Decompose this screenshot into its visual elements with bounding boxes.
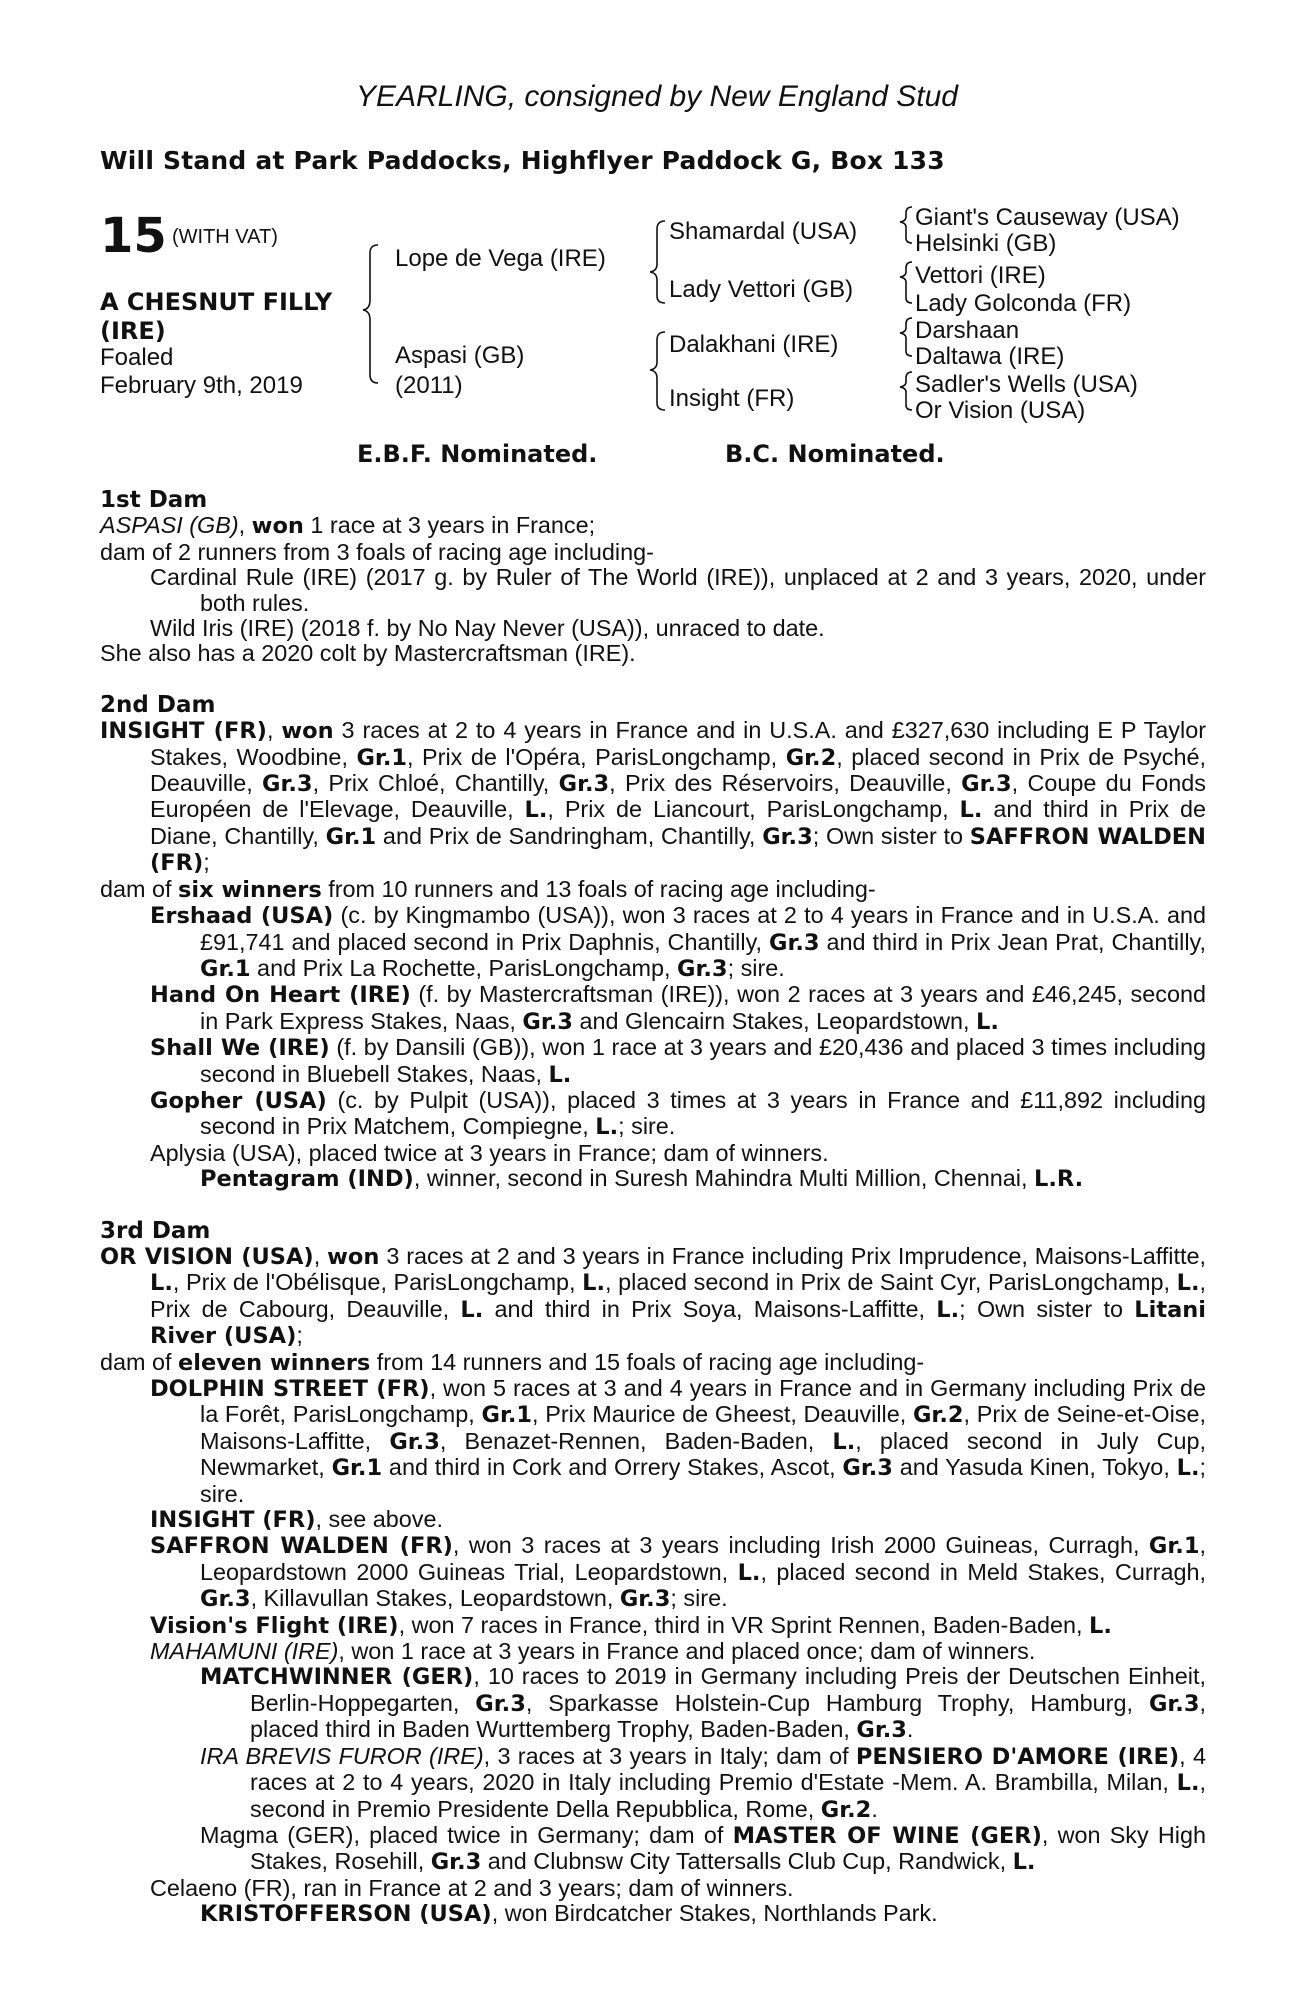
bold-text: L. [150, 1270, 173, 1297]
bold-text: MASTER OF WINE (GER) [732, 1822, 1042, 1849]
bold-text: L. [595, 1114, 619, 1141]
text-run: (f. by Mastercraftsman (IRE)), won 2 races at 3 years and £46,245, second in Park Express Stakes, Naas, [200, 981, 1206, 1034]
bold-text: INSIGHT (FR) [100, 718, 267, 745]
record-entry [100, 1533, 1206, 1612]
text-run: , second in Premio Presidente Della Repubblica, Rome, [250, 1769, 1206, 1822]
text-run: and third in Prix Jean Prat, Chantilly, [819, 928, 1206, 955]
bold-text: Gr.2 [912, 1402, 964, 1429]
bold-text: Gr.1 [325, 823, 377, 850]
text-run: and Prix La Rochette, ParisLongchamp, [250, 954, 678, 981]
text-run: , placed second in July Cup, Newmarket, [200, 1427, 1206, 1481]
bold-text: eleven winners [178, 1349, 371, 1376]
bold-text: Gr.3 [762, 823, 813, 850]
text-run: Cardinal Rule (IRE) (2017 g. by Ruler of The World (IRE)), unplaced at 2 and 3 years, 2020, under both rules. [150, 564, 1206, 616]
record-entry [100, 616, 1206, 641]
text-run: Celaeno (FR), ran in France at 2 and 3 years; dam of winners. [150, 1874, 794, 1901]
bold-text: DOLPHIN STREET (FR) [150, 1376, 430, 1402]
ancestor-8: Or Vision (USA) [915, 397, 1086, 424]
bold-text: Gr.3 [677, 955, 728, 982]
bold-text: Gr.1 [1148, 1533, 1200, 1560]
bold-text: Gr.3 [769, 929, 820, 956]
text-run: , winner, second in Suresh Mahindra Multi Million, Chennai, [413, 1165, 1034, 1192]
text-run: , [238, 512, 252, 539]
text-run: ; [203, 849, 210, 876]
sire-dam: Lady Vettori (GB) [669, 276, 854, 303]
text-run: , won 7 races in France, third in VR Sprint Rennen, Baden-Baden, [398, 1611, 1089, 1638]
text-run: , Prix de Liancourt, ParisLongchamp, [547, 796, 960, 823]
bold-text: L. [737, 1559, 761, 1586]
bold-text: Gr.1 [481, 1402, 533, 1429]
text-run: , 10 races to 2019 in Germany including Preis der Deutschen Einheit, Berlin-Hoppegarten, [250, 1663, 1206, 1716]
bold-text: MATCHWINNER (GER) [200, 1664, 474, 1691]
bold-text: Gr.3 [475, 1690, 526, 1717]
text-run: , placed third in Baden Wurttemberg Trophy, Baden-Baden, [250, 1689, 1206, 1743]
bold-text: Shall We (IRE) [150, 1035, 330, 1062]
sire-brace [650, 221, 665, 303]
text-run: and third in Prix de Diane, Chantilly, [150, 796, 1207, 849]
consignment-title: YEARLING, consigned by New England Stud [355, 80, 958, 113]
bold-text: L. [832, 1428, 856, 1455]
bold-text: Ershaad (USA) [150, 903, 334, 930]
record-entry [100, 1166, 1206, 1192]
produce-record [100, 488, 1206, 1928]
text-run: from 10 runners and 13 foals of racing age including- [321, 875, 876, 902]
text-run: , Prix Maurice de Gheest, Deauville, [532, 1401, 913, 1428]
bold-text: Gr.1 [331, 1455, 383, 1482]
text-run: , placed second in Prix de Psyché, Deauville, [150, 743, 1206, 797]
text-run: ; sire. [200, 1454, 1206, 1507]
bold-text: INSIGHT (FR) [150, 1507, 316, 1534]
text-run: and Prix de Sandringham, Chantilly, [376, 822, 763, 849]
record-entry [100, 1350, 1206, 1376]
record-entry [100, 565, 1206, 616]
bold-text: Gr.1 [356, 744, 408, 771]
text-run: (c. by Pulpit (USA)), placed 3 times at 3 years in France and £11,892 including second in Prix Matchem, Compiegne, [200, 1086, 1206, 1140]
record-entry [100, 1876, 1206, 1901]
record-entry [100, 718, 1206, 876]
text-run: dam of 2 runners from 3 foals of racing age including- [100, 538, 654, 565]
text-run: 3 races at 2 and 3 years in France including Prix Imprudence, Maisons-Laffitte, [379, 1242, 1206, 1269]
text-run: , [266, 717, 282, 744]
g-brace-1 [900, 207, 912, 243]
italic-text: IRA BREVIS FUROR (IRE) [200, 1742, 484, 1769]
foaled-label: Foaled [100, 344, 174, 371]
ancestor-1: Giant's Causeway (USA) [915, 204, 1180, 231]
text-run: . [871, 1795, 878, 1822]
foaled-date: February 9th, 2019 [100, 372, 303, 399]
record-entry [100, 877, 1206, 903]
ancestor-2: Helsinki (GB) [915, 230, 1057, 257]
text-run: , placed second in Meld Stakes, Curragh, [760, 1558, 1206, 1585]
text-run: and third in Cork and Orrery Stakes, Ascot, [382, 1454, 843, 1481]
record-entry [100, 1901, 1206, 1927]
bold-text: L. [1176, 1455, 1200, 1482]
record-entry [100, 1141, 1206, 1166]
text-run: , Prix Chloé, Chantilly, [312, 770, 559, 797]
text-run: , Killavullan Stakes, Leopardstown, [250, 1585, 620, 1612]
bold-text: Gr.3 [389, 1428, 440, 1455]
bold-text: Gr.3 [842, 1455, 893, 1482]
record-entry [100, 982, 1206, 1035]
text-run: , won Birdcatcher Stakes, Northlands Park. [491, 1900, 938, 1927]
text-run: dam of [100, 875, 179, 902]
bold-text: L. [460, 1296, 484, 1323]
text-run: (f. by Dansili (GB)), won 1 race at 3 years and £20,436 and placed 3 times including second in Bluebell Stakes, Naas, [200, 1034, 1206, 1087]
bold-text: OR VISION (USA) [100, 1243, 314, 1270]
bold-text: L.R. [1034, 1166, 1084, 1193]
text-run: ; sire. [727, 954, 785, 981]
record-entry [100, 540, 1206, 565]
text-run: ; Own sister to [959, 1295, 1135, 1322]
bold-text: Gr.3 [961, 771, 1012, 798]
text-run: , see above. [315, 1506, 443, 1533]
bold-text: L. [976, 1008, 999, 1035]
bold-text: KRISTOFFERSON (USA) [200, 1901, 492, 1928]
bold-text: Gr.1 [200, 955, 251, 982]
bold-text: Hand On Heart (IRE) [150, 982, 411, 1009]
bold-text: Gr.3 [522, 1008, 573, 1035]
text-run: , Leopardstown 2000 Guineas Trial, Leopardstown, [200, 1532, 1206, 1585]
bc-nomination: B.C. Nominated. [725, 440, 945, 468]
vat-note: (WITH VAT) [172, 226, 278, 248]
record-entry [100, 1376, 1206, 1507]
sire: Lope de Vega (IRE) [395, 245, 606, 272]
italic-text: MAHAMUNI (IRE) [150, 1638, 339, 1665]
horse-sex: A CHESNUT FILLY [100, 288, 333, 316]
section-heading: 1st Dam [100, 487, 208, 513]
stable-location: Will Stand at Park Paddocks, Highflyer Paddock G, Box 133 [100, 146, 945, 175]
bold-text: won [327, 1243, 380, 1270]
bold-text: L. [1012, 1849, 1036, 1876]
bold-text: Gr.3 [1148, 1690, 1200, 1717]
g-brace-4 [900, 372, 912, 410]
text-run: , 3 races at 3 years in Italy; dam of [483, 1742, 856, 1769]
text-run: , Prix de l'Obélisque, ParisLongchamp, [172, 1269, 583, 1296]
ancestor-5: Darshaan [915, 317, 1020, 344]
bold-text: L. [1088, 1612, 1112, 1639]
record-entry [100, 1613, 1206, 1639]
bold-text: L. [936, 1296, 960, 1323]
text-run: ; Own sister to [812, 822, 970, 849]
dam-dam: Insight (FR) [669, 385, 795, 412]
text-run: , won 5 races at 3 and 4 years in France and in Germany including Prix de la Forêt, ParisLongchamp, [200, 1375, 1206, 1428]
bold-text: L. [1176, 1270, 1200, 1297]
text-run: , won Sky High Stakes, Rosehill, [250, 1821, 1207, 1875]
ancestor-4: Lady Golconda (FR) [915, 290, 1132, 317]
text-run: ; [296, 1322, 303, 1349]
bold-text: Gr.3 [856, 1717, 907, 1744]
text-run: and Clubnsw City Tattersalls Club Cup, Randwick, [481, 1848, 1013, 1875]
bold-text: Pentagram (IND) [200, 1166, 414, 1193]
horse-origin: (IRE) [100, 317, 166, 345]
text-run: , Sparkasse Holstein-Cup Hamburg Trophy, Hamburg, [525, 1689, 1149, 1716]
bold-text: L. [582, 1270, 606, 1297]
bold-text: L. [959, 797, 983, 824]
italic-text: ASPASI (GB) [100, 512, 239, 539]
record-entry [100, 1639, 1206, 1664]
record-entry [100, 1088, 1206, 1141]
bold-text: Gr.3 [619, 1586, 671, 1613]
bold-text: L. [524, 797, 548, 824]
record-entry [100, 1744, 1206, 1823]
record-entry [100, 641, 1206, 666]
text-run: , placed second in Prix de Saint Cyr, ParisLongchamp, [605, 1269, 1177, 1296]
ancestor-3: Vettori (IRE) [915, 262, 1046, 289]
bold-text: Gopher (USA) [150, 1087, 327, 1114]
bold-text: L. [1176, 1770, 1200, 1797]
text-run: , won 3 races at 3 years including Irish 2000 Guineas, Curragh, [452, 1532, 1149, 1559]
bold-text: Gr.3 [200, 1586, 251, 1613]
bold-text: Gr.3 [430, 1849, 482, 1876]
lot-number: 15 [100, 208, 167, 264]
dam-sire: Dalakhani (IRE) [669, 331, 839, 358]
text-run: ; sire. [670, 1585, 728, 1612]
bold-text: Gr.3 [262, 771, 313, 798]
text-run: , [313, 1242, 328, 1269]
ancestor-7: Sadler's Wells (USA) [915, 371, 1138, 398]
text-run: , Prix de Seine-et-Oise, Maisons-Laffitte, [200, 1401, 1206, 1454]
bold-text: Gr.2 [820, 1796, 872, 1823]
text-run: Aplysia (USA), placed twice at 3 years in France; dam of winners. [150, 1139, 829, 1166]
text-run: dam of [100, 1348, 179, 1375]
record-entry [100, 1664, 1206, 1743]
text-run: Magma (GER), placed twice in Germany; dam of [200, 1821, 733, 1848]
text-run: . [906, 1716, 914, 1743]
text-run: 1 race at 3 years in France; [303, 512, 596, 539]
bold-text: Vision's Flight (IRE) [150, 1612, 399, 1639]
record-entry [100, 1507, 1206, 1533]
record-entry [100, 1035, 1206, 1088]
dam: Aspasi (GB) [395, 342, 525, 369]
text-run: ; sire. [618, 1113, 676, 1140]
ebf-nomination: E.B.F. Nominated. [357, 440, 598, 468]
text-run: 3 races at 2 to 4 years in France and in U.S.A. and £327,630 including E P Taylor Stakes, Woodbine, [150, 717, 1206, 770]
text-run: , won 1 race at 3 years in France and placed once; dam of winners. [338, 1638, 1036, 1665]
text-run: , Benazet-Rennen, Baden-Baden, [439, 1427, 833, 1454]
text-run: and third in Prix Soya, Maisons-Laffitte, [483, 1295, 937, 1322]
text-run: , Prix des Réservoirs, Deauville, [609, 770, 962, 797]
text-run: from 14 runners and 15 foals of racing age including- [370, 1348, 925, 1375]
bold-text: six winners [178, 876, 322, 903]
main-brace [363, 245, 378, 383]
bold-text: Gr.3 [558, 771, 610, 798]
text-run: , 4 races at 2 to 4 years, 2020 in Italy including Premio d'Estate -Mem. A. Brambilla, Milan, [250, 1742, 1206, 1796]
record-entry [100, 513, 1206, 539]
text-run: , Prix de Cabourg, Deauville, [150, 1269, 1207, 1322]
g-brace-2 [900, 262, 912, 303]
text-run: , Prix de l'Opéra, ParisLongchamp, [407, 743, 786, 770]
text-run: She also has a 2020 colt by Mastercraftsman (IRE). [100, 640, 636, 667]
bold-text: Litani River (USA) [150, 1296, 1206, 1350]
bold-text: Gr.2 [785, 744, 837, 771]
sire-sire: Shamardal (USA) [669, 218, 858, 245]
bold-text: won [251, 513, 304, 540]
bold-text: SAFFRON WALDEN (FR) [150, 823, 1206, 877]
text-run: (c. by Kingmambo (USA)), won 3 races at 2 to 4 years in France and in U.S.A. and £91,741 and placed second in Prix Daphnis, Chantilly, [200, 902, 1206, 955]
ancestor-6: Daltawa (IRE) [915, 343, 1065, 370]
text-run: , Coupe du Fonds Européen de l'Elevage, Deauville, [150, 770, 1206, 823]
bold-text: PENSIERO D'AMORE (IRE) [855, 1743, 1180, 1770]
bold-text: won [281, 718, 334, 745]
text-run: Wild Iris (IRE) (2018 f. by No Nay Never (USA)), unraced to date. [150, 615, 825, 642]
record-entry [100, 1823, 1206, 1876]
record-entry [100, 903, 1206, 982]
bold-text: SAFFRON WALDEN (FR) [150, 1533, 453, 1560]
dam-year: (2011) [395, 372, 463, 399]
section-heading: 3rd Dam [100, 1217, 211, 1244]
g-brace-3 [900, 318, 912, 356]
section-heading: 2nd Dam [100, 691, 216, 718]
record-entry [100, 1244, 1206, 1350]
bold-text: L. [548, 1061, 572, 1088]
dam-brace [650, 332, 665, 410]
text-run: and Yasuda Kinen, Tokyo, [892, 1454, 1177, 1481]
text-run: and Glencairn Stakes, Leopardstown, [572, 1007, 977, 1034]
